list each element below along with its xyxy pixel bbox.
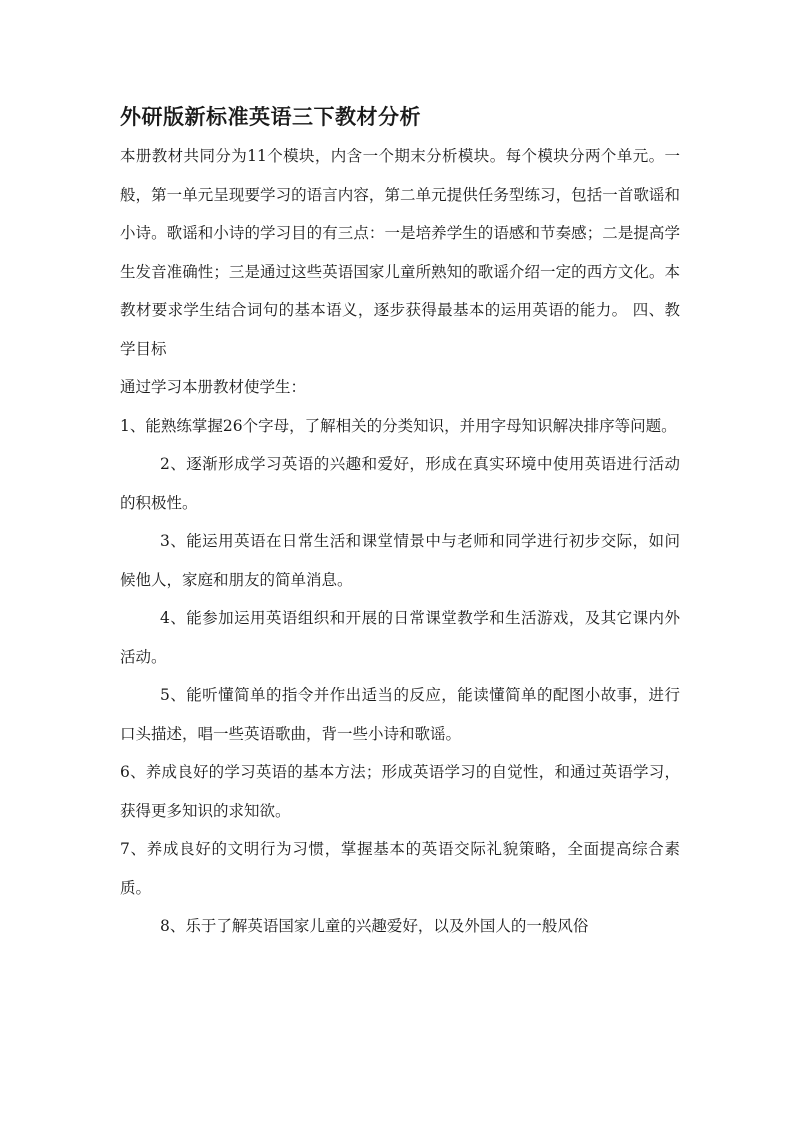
paragraph: 本册教材共同分为11个模块，内含一个期末分析模块。每个模块分两个单元。一般，第一单元呈现要学习的语言内容，第二单元提供任务型练习，包括一首歌谣和小诗。歌谣和小诗的学习目的有三点：一是培养学生的语感和节奏感；二是提高学生发音准确性；三是通过这些英语国家儿童所熟知的歌谣介绍一定的西方文化。本教材要求学生结合词句的基本语义，逐步获得最基本的运用英语的能力。 四、教学目标 <box>120 147 680 358</box>
paragraph-list <box>120 137 680 946</box>
document-title: 外研版新标准英语三下教材分析 <box>120 105 421 129</box>
document-body <box>120 102 680 946</box>
paragraph: 4、能参加运用英语组织和开展的日常课堂教学和生活游戏，及其它课内外活动。 <box>120 609 680 666</box>
paragraph: 7、养成良好的文明行为习惯，掌握基本的英语交际礼貌策略，全面提高综合素质。 <box>120 840 680 897</box>
paragraph: 1、能熟练掌握26个字母，了解相关的分类知识，并用字母知识解决排序等问题。 <box>120 416 677 435</box>
paragraph: 6、养成良好的学习英语的基本方法；形成英语学习的自觉性，和通过英语学习，获得更多知识的求知欲。 <box>120 763 680 820</box>
paragraph: 5、能听懂简单的指令并作出适当的反应，能读懂简单的配图小故事，进行口头描述，唱一些英语歌曲，背一些小诗和歌谣。 <box>120 686 680 743</box>
paragraph: 2、逐渐形成学习英语的兴趣和爱好，形成在真实环境中使用英语进行活动的积极性。 <box>120 455 680 512</box>
paragraph: 8、乐于了解英语国家儿童的兴趣爱好，以及外国人的一般风俗 <box>160 917 589 935</box>
paragraph: 3、能运用英语在日常生活和课堂情景中与老师和同学进行初步交际，如问候他人，家庭和朋友的简单消息。 <box>120 532 680 589</box>
paragraph: 通过学习本册教材使学生： <box>120 378 307 396</box>
